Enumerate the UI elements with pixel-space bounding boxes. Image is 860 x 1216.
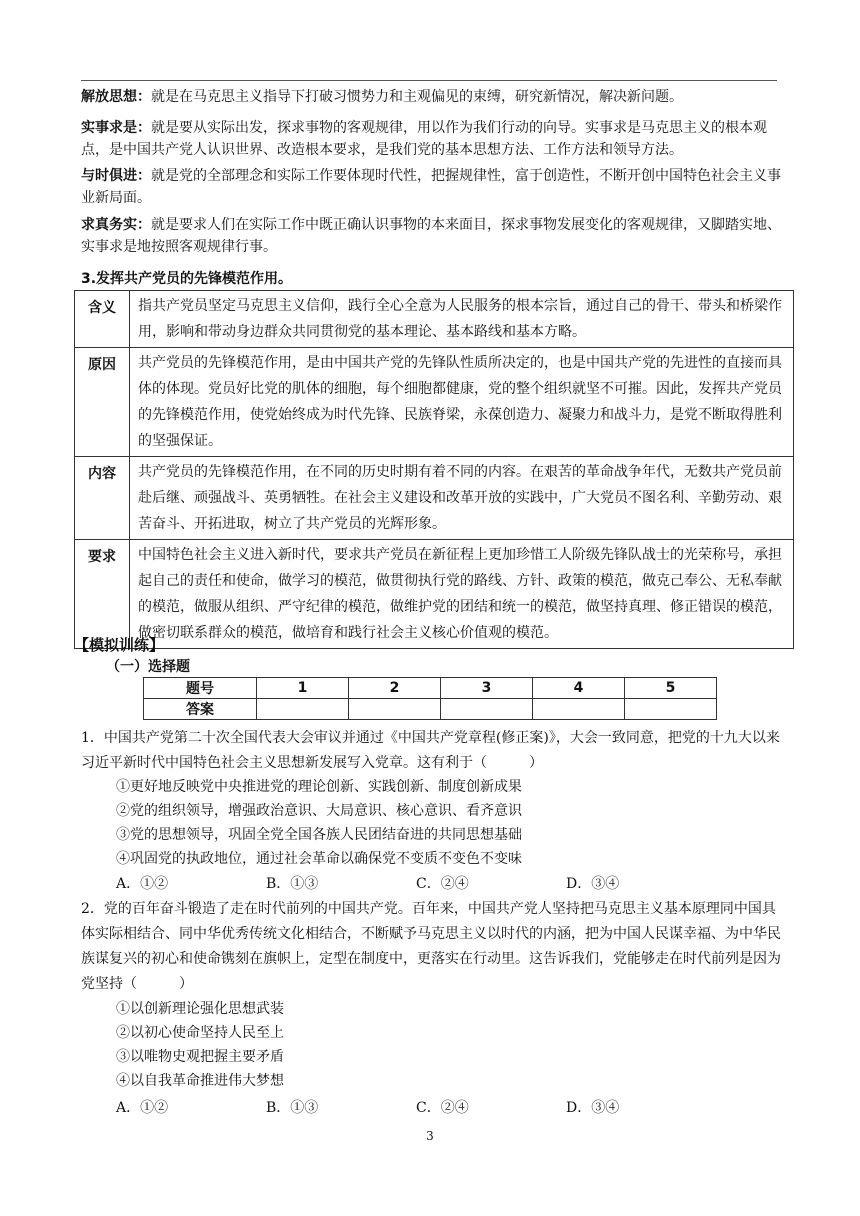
definition-term: 与时俱进： <box>81 168 151 184</box>
question-stem: 1．中国共产党第二十次全国代表大会审议并通过《中国共产党章程(修正案)》，大会一致同意，把党的十九大以来习近平新时代中国特色社会主义思想新发展写入党章。这有利于（ ） <box>81 730 780 771</box>
vanguard-role-table <box>74 290 794 649</box>
table-row <box>75 348 794 457</box>
row-label: 题号 <box>144 678 257 699</box>
answer-choices <box>116 873 716 895</box>
question-option: ④以自我革命推进伟大梦想 <box>116 1073 284 1089</box>
practice-title: 【模拟训练】 <box>74 636 165 654</box>
choice-a[interactable]: A．①② <box>116 1100 169 1116</box>
definition-text: 就是要从实际出发，探求事物的客观规律，用以作为我们行动的向导。实事求是马克思主义的根本观点，是中国共产党人认识世界、改造根本要求，是我们党的基本思想方法、工作方法和领导方法。 <box>81 120 767 158</box>
definition-text: 就是要求人们在实际工作中既正确认识事物的本来面目，探求事物发展变化的客观规律，又脚踏实地、实事求是地按照客观规律行事。 <box>81 217 781 255</box>
row-label: 要求 <box>75 540 130 649</box>
answer-cell[interactable] <box>257 699 349 720</box>
row-content: 共产党员的先锋模范作用，是由中国共产党的先锋队性质所决定的，也是中国共产党的先进性的直接而具体的体现。党员好比党的肌体的细胞，每个细胞都健康，党的整个组织就坚不可摧。因此，发挥共产党员的先锋模范作用，使党始终成为时代先锋、民族脊梁，永葆创造力、凝聚力和战斗力，是党不断取得胜利的坚强保证。 <box>130 348 794 457</box>
question-number: 5 <box>625 678 717 699</box>
answer-cell[interactable] <box>625 699 717 720</box>
row-content: 共产党员的先锋模范作用，在不同的历史时期有着不同的内容。在艰苦的革命战争年代，无数共产党员前赴后继、顽强战斗、英勇牺牲。在社会主义建设和改革开放的实践中，广大党员不图名利、辛勤劳动、艰苦奋斗、开拓进取，树立了共产党员的光辉形象。 <box>130 457 794 540</box>
definition-term: 解放思想： <box>81 89 151 105</box>
answer-cell[interactable] <box>533 699 625 720</box>
question-stem: 2．党的百年奋斗锻造了走在时代前列的中国共产党。百年来，中国共产党人坚持把马克思主义基本原理同中国具体实际相结合、同中华优秀传统文化相结合，不断赋予马克思主义以时代的内涵，把为中国人民谋幸福、为中华民族谋复兴的初心和使命镌刻在旗帜上，定型在制度中，更落实在行动里。这告诉我们，党能够走在时代前列是因为党坚持（ ） <box>81 901 781 992</box>
table-row <box>75 291 794 348</box>
definition-term: 求真务实： <box>81 217 151 233</box>
choice-d[interactable]: D．③④ <box>566 876 620 892</box>
question-option: ②党的组织领导，增强政治意识、大局意识、核心意识、看齐意识 <box>116 803 522 819</box>
table-row <box>144 699 717 720</box>
definition-keep-pace <box>81 165 781 209</box>
definition-pragmatic <box>81 214 781 258</box>
question-option: ①更好地反映党中央推进党的理论创新、实践创新、制度创新成果 <box>116 779 522 795</box>
row-content: 指共产党员坚定马克思主义信仰，践行全心全意为人民服务的根本宗旨，通过自己的骨干、带头和桥梁作用，影响和带动身边群众共同贯彻党的基本理论、基本路线和基本方略。 <box>130 291 794 348</box>
question-option: ④巩固党的执政地位，通过社会革命以确保党不变质不变色不变味 <box>116 851 522 867</box>
row-label: 答案 <box>144 699 257 720</box>
section-heading: 3.发挥共产党员的先锋模范作用。 <box>81 271 293 287</box>
question-option: ③以唯物史观把握主要矛盾 <box>116 1049 284 1065</box>
choice-section-title: （一）选择题 <box>106 659 190 675</box>
question-option: ①以创新理论强化思想武装 <box>116 1001 284 1017</box>
definition-text: 就是在马克思主义指导下打破习惯势力和主观偏见的束缚，研究新情况，解决新问题。 <box>151 89 683 105</box>
page-number: 3 <box>426 1129 434 1143</box>
header-rule <box>81 80 777 81</box>
choice-c[interactable]: C．②④ <box>416 876 469 892</box>
row-content: 中国特色社会主义进入新时代，要求共产党员在新征程上更加珍惜工人阶级先锋队战士的光荣称号，承担起自己的责任和使命，做学习的模范，做贯彻执行党的路线、方针、政策的模范，做克己奉公、无私奉献的模范，做服从组织、严守纪律的模范，做维护党的团结和统一的模范，做坚持真理、修正错误的模范，做密切联系群众的模范，做培育和践行社会主义核心价值观的模范。 <box>130 540 794 649</box>
choice-c[interactable]: C．②④ <box>416 1100 469 1116</box>
definition-term: 实事求是： <box>81 120 151 136</box>
table-row <box>75 540 794 649</box>
choice-b[interactable]: B．①③ <box>266 1100 319 1116</box>
choice-b[interactable]: B．①③ <box>266 876 319 892</box>
table-row <box>75 457 794 540</box>
row-label: 内容 <box>75 457 130 540</box>
question-number: 2 <box>349 678 441 699</box>
row-label: 含义 <box>75 291 130 348</box>
row-label: 原因 <box>75 348 130 457</box>
definition-seek-truth <box>81 117 781 161</box>
question-option: ②以初心使命坚持人民至上 <box>116 1025 284 1041</box>
question-number: 3 <box>441 678 533 699</box>
answer-choices <box>116 1097 716 1119</box>
definition-text: 就是党的全部理念和实际工作要体现时代性，把握规律性，富于创造性，不断开创中国特色社会主义事业新局面。 <box>81 168 781 206</box>
choice-a[interactable]: A．①② <box>116 876 169 892</box>
question-option: ③党的思想领导，巩固全党全国各族人民团结奋进的共同思想基础 <box>116 827 522 843</box>
definition-liberate-thought <box>81 86 781 108</box>
choice-d[interactable]: D．③④ <box>566 1100 620 1116</box>
answer-cell[interactable] <box>349 699 441 720</box>
answer-table <box>143 677 717 720</box>
question-number: 1 <box>257 678 349 699</box>
table-row <box>144 678 717 699</box>
question-number: 4 <box>533 678 625 699</box>
answer-cell[interactable] <box>441 699 533 720</box>
